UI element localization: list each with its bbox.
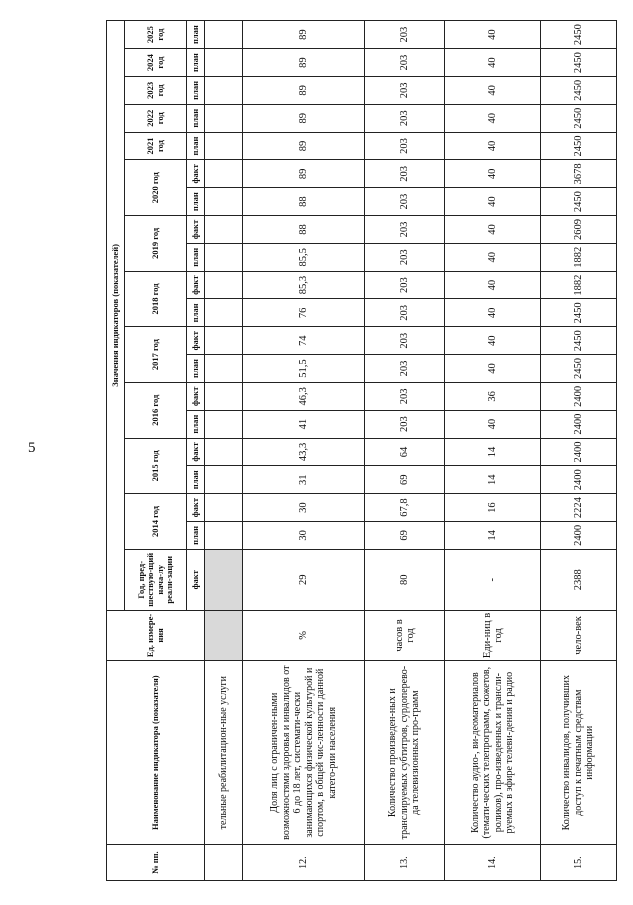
value-cell — [205, 299, 243, 327]
indicator-name: Количество инвалидов, получивших доступ к печатным средствам информации — [541, 661, 617, 845]
value-cell: 203 — [365, 382, 445, 410]
header-fact: факт — [187, 549, 205, 610]
page-number: 5 — [28, 440, 36, 456]
value-cell: 36 — [445, 382, 541, 410]
value-cell — [205, 494, 243, 522]
header-plan: план — [187, 466, 205, 494]
value-cell: 40 — [445, 327, 541, 355]
row-num: 13. — [365, 845, 445, 881]
row-num — [205, 845, 243, 881]
value-cell: 2450 — [541, 327, 617, 355]
row-num: 14. — [445, 845, 541, 881]
value-cell: 89 — [243, 160, 365, 188]
value-cell: 46,3 — [243, 382, 365, 410]
header-year: 2025 год — [125, 21, 187, 49]
value-cell: 41 — [243, 410, 365, 438]
header-plan: план — [187, 410, 205, 438]
value-cell: 2450 — [541, 21, 617, 49]
value-cell — [205, 327, 243, 355]
header-year: 2014 год — [125, 494, 187, 550]
value-cell: 3678 — [541, 160, 617, 188]
base-year-cell: 80 — [365, 549, 445, 610]
header-year: 2016 год — [125, 382, 187, 438]
indicator-name: Количество произведен-ных и транслируемых субтитров, сурдоперево-да телевизионных про-грамм — [365, 661, 445, 845]
header-fact: факт — [187, 327, 205, 355]
header-name: Наименование индикатора (показателя) — [107, 661, 205, 845]
value-cell: 89 — [243, 132, 365, 160]
value-cell — [205, 49, 243, 77]
value-cell: 40 — [445, 271, 541, 299]
value-cell: 51,5 — [243, 355, 365, 383]
indicator-name: Доля лиц с ограничен-ными возможностями здоровья и инвалидов от 6 до 18 лет, системати-чески занимающихся физической культурой и спортом, в общей чис-ленности данной катего-рии населения — [243, 661, 365, 845]
value-cell: 85,5 — [243, 243, 365, 271]
value-cell: 2400 — [541, 438, 617, 466]
header-fact: факт — [187, 494, 205, 522]
value-cell: 30 — [243, 494, 365, 522]
value-cell: 2450 — [541, 355, 617, 383]
unit-cell: часов в год — [365, 610, 445, 660]
unit-cell: % — [243, 610, 365, 660]
header-plan: план — [187, 522, 205, 550]
value-cell: 14 — [445, 466, 541, 494]
value-cell: 40 — [445, 188, 541, 216]
header-plan: план — [187, 355, 205, 383]
value-cell: 64 — [365, 438, 445, 466]
header-plan: план — [187, 188, 205, 216]
value-cell — [205, 355, 243, 383]
header-plan: план — [187, 104, 205, 132]
value-cell: 203 — [365, 104, 445, 132]
header-base-year: Год, пред-шествую-щий нача-лу реали-зации — [125, 549, 187, 610]
value-cell: 40 — [445, 77, 541, 105]
value-cell — [205, 522, 243, 550]
value-cell: 203 — [365, 21, 445, 49]
row-num: 12. — [243, 845, 365, 881]
value-cell: 40 — [445, 21, 541, 49]
value-cell: 1882 — [541, 243, 617, 271]
value-cell: 76 — [243, 299, 365, 327]
header-plan: план — [187, 132, 205, 160]
header-fact: факт — [187, 271, 205, 299]
value-cell — [205, 21, 243, 49]
value-cell: 2450 — [541, 132, 617, 160]
rotated-page — [106, 20, 616, 881]
value-cell: 203 — [365, 49, 445, 77]
unit-cell: Еди-ниц в год — [445, 610, 541, 660]
value-cell: 89 — [243, 104, 365, 132]
header-year: 2017 год — [125, 327, 187, 383]
value-cell: 85,3 — [243, 271, 365, 299]
value-cell: 89 — [243, 21, 365, 49]
row-num: 15. — [541, 845, 617, 881]
value-cell: 2400 — [541, 410, 617, 438]
header-year: 2021 год — [125, 132, 187, 160]
value-cell: 203 — [365, 188, 445, 216]
value-cell: 14 — [445, 438, 541, 466]
value-cell: 40 — [445, 355, 541, 383]
value-cell: 40 — [445, 216, 541, 244]
unit-cell: чело-век — [541, 610, 617, 660]
indicators-table — [106, 20, 617, 881]
header-fact: факт — [187, 382, 205, 410]
value-cell: 30 — [243, 522, 365, 550]
value-cell: 88 — [243, 188, 365, 216]
header-year: 2020 год — [125, 160, 187, 216]
value-cell — [205, 438, 243, 466]
value-cell: 14 — [445, 522, 541, 550]
value-cell — [205, 466, 243, 494]
value-cell — [205, 160, 243, 188]
value-cell: 69 — [365, 522, 445, 550]
value-cell: 2400 — [541, 466, 617, 494]
value-cell: 2450 — [541, 77, 617, 105]
value-cell — [205, 216, 243, 244]
value-cell: 16 — [445, 494, 541, 522]
indicator-name: тельные реабилитацион-ные услуги — [205, 661, 243, 845]
value-cell: 40 — [445, 160, 541, 188]
indicator-name: Количество аудио-, ви-деоматериалов (темати-ческих телепрограмм, сюжетов, роликов), про-изведенных и трансли-руемых в эфире телеви-дения и радио — [445, 661, 541, 845]
header-year: 2015 год — [125, 438, 187, 494]
base-year-cell: 29 — [243, 549, 365, 610]
value-cell: 203 — [365, 160, 445, 188]
value-cell: 2450 — [541, 49, 617, 77]
value-cell: 2450 — [541, 104, 617, 132]
header-year: 2024 год — [125, 49, 187, 77]
value-cell: 2609 — [541, 216, 617, 244]
header-plan: план — [187, 49, 205, 77]
value-cell: 2400 — [541, 522, 617, 550]
value-cell: 69 — [365, 466, 445, 494]
value-cell — [205, 188, 243, 216]
value-cell: 203 — [365, 132, 445, 160]
value-cell: 203 — [365, 299, 445, 327]
header-num: № пп. — [107, 845, 205, 881]
value-cell: 2450 — [541, 299, 617, 327]
header-year: 2022 год — [125, 104, 187, 132]
base-year-cell: 2388 — [541, 549, 617, 610]
value-cell: 43,3 — [243, 438, 365, 466]
header-unit: Ед. измере-ния — [107, 610, 205, 660]
value-cell — [205, 104, 243, 132]
header-year: 2018 год — [125, 271, 187, 327]
header-values: Значения индикаторов (показателей) — [107, 21, 125, 611]
value-cell: 2400 — [541, 382, 617, 410]
header-plan: план — [187, 21, 205, 49]
header-fact: факт — [187, 160, 205, 188]
value-cell: 89 — [243, 49, 365, 77]
value-cell — [205, 243, 243, 271]
value-cell — [205, 382, 243, 410]
value-cell: 40 — [445, 299, 541, 327]
value-cell: 2450 — [541, 188, 617, 216]
value-cell: 67,8 — [365, 494, 445, 522]
value-cell: 74 — [243, 327, 365, 355]
value-cell: 88 — [243, 216, 365, 244]
value-cell: 203 — [365, 216, 445, 244]
header-fact: факт — [187, 438, 205, 466]
value-cell: 40 — [445, 104, 541, 132]
value-cell — [205, 132, 243, 160]
header-year: 2023 год — [125, 77, 187, 105]
value-cell: 40 — [445, 243, 541, 271]
value-cell — [205, 77, 243, 105]
value-cell: 203 — [365, 271, 445, 299]
base-year-cell — [205, 549, 243, 610]
header-year: 2019 год — [125, 216, 187, 272]
base-year-cell: - — [445, 549, 541, 610]
value-cell: 31 — [243, 466, 365, 494]
value-cell: 203 — [365, 410, 445, 438]
value-cell: 89 — [243, 77, 365, 105]
value-cell: 2224 — [541, 494, 617, 522]
value-cell — [205, 271, 243, 299]
header-plan: план — [187, 299, 205, 327]
value-cell: 203 — [365, 243, 445, 271]
value-cell: 40 — [445, 49, 541, 77]
value-cell — [205, 410, 243, 438]
header-plan: план — [187, 243, 205, 271]
unit-cell — [205, 610, 243, 660]
value-cell: 40 — [445, 410, 541, 438]
value-cell: 203 — [365, 327, 445, 355]
value-cell: 203 — [365, 355, 445, 383]
value-cell: 203 — [365, 77, 445, 105]
value-cell: 1882 — [541, 271, 617, 299]
header-fact: факт — [187, 216, 205, 244]
header-plan: план — [187, 77, 205, 105]
value-cell: 40 — [445, 132, 541, 160]
